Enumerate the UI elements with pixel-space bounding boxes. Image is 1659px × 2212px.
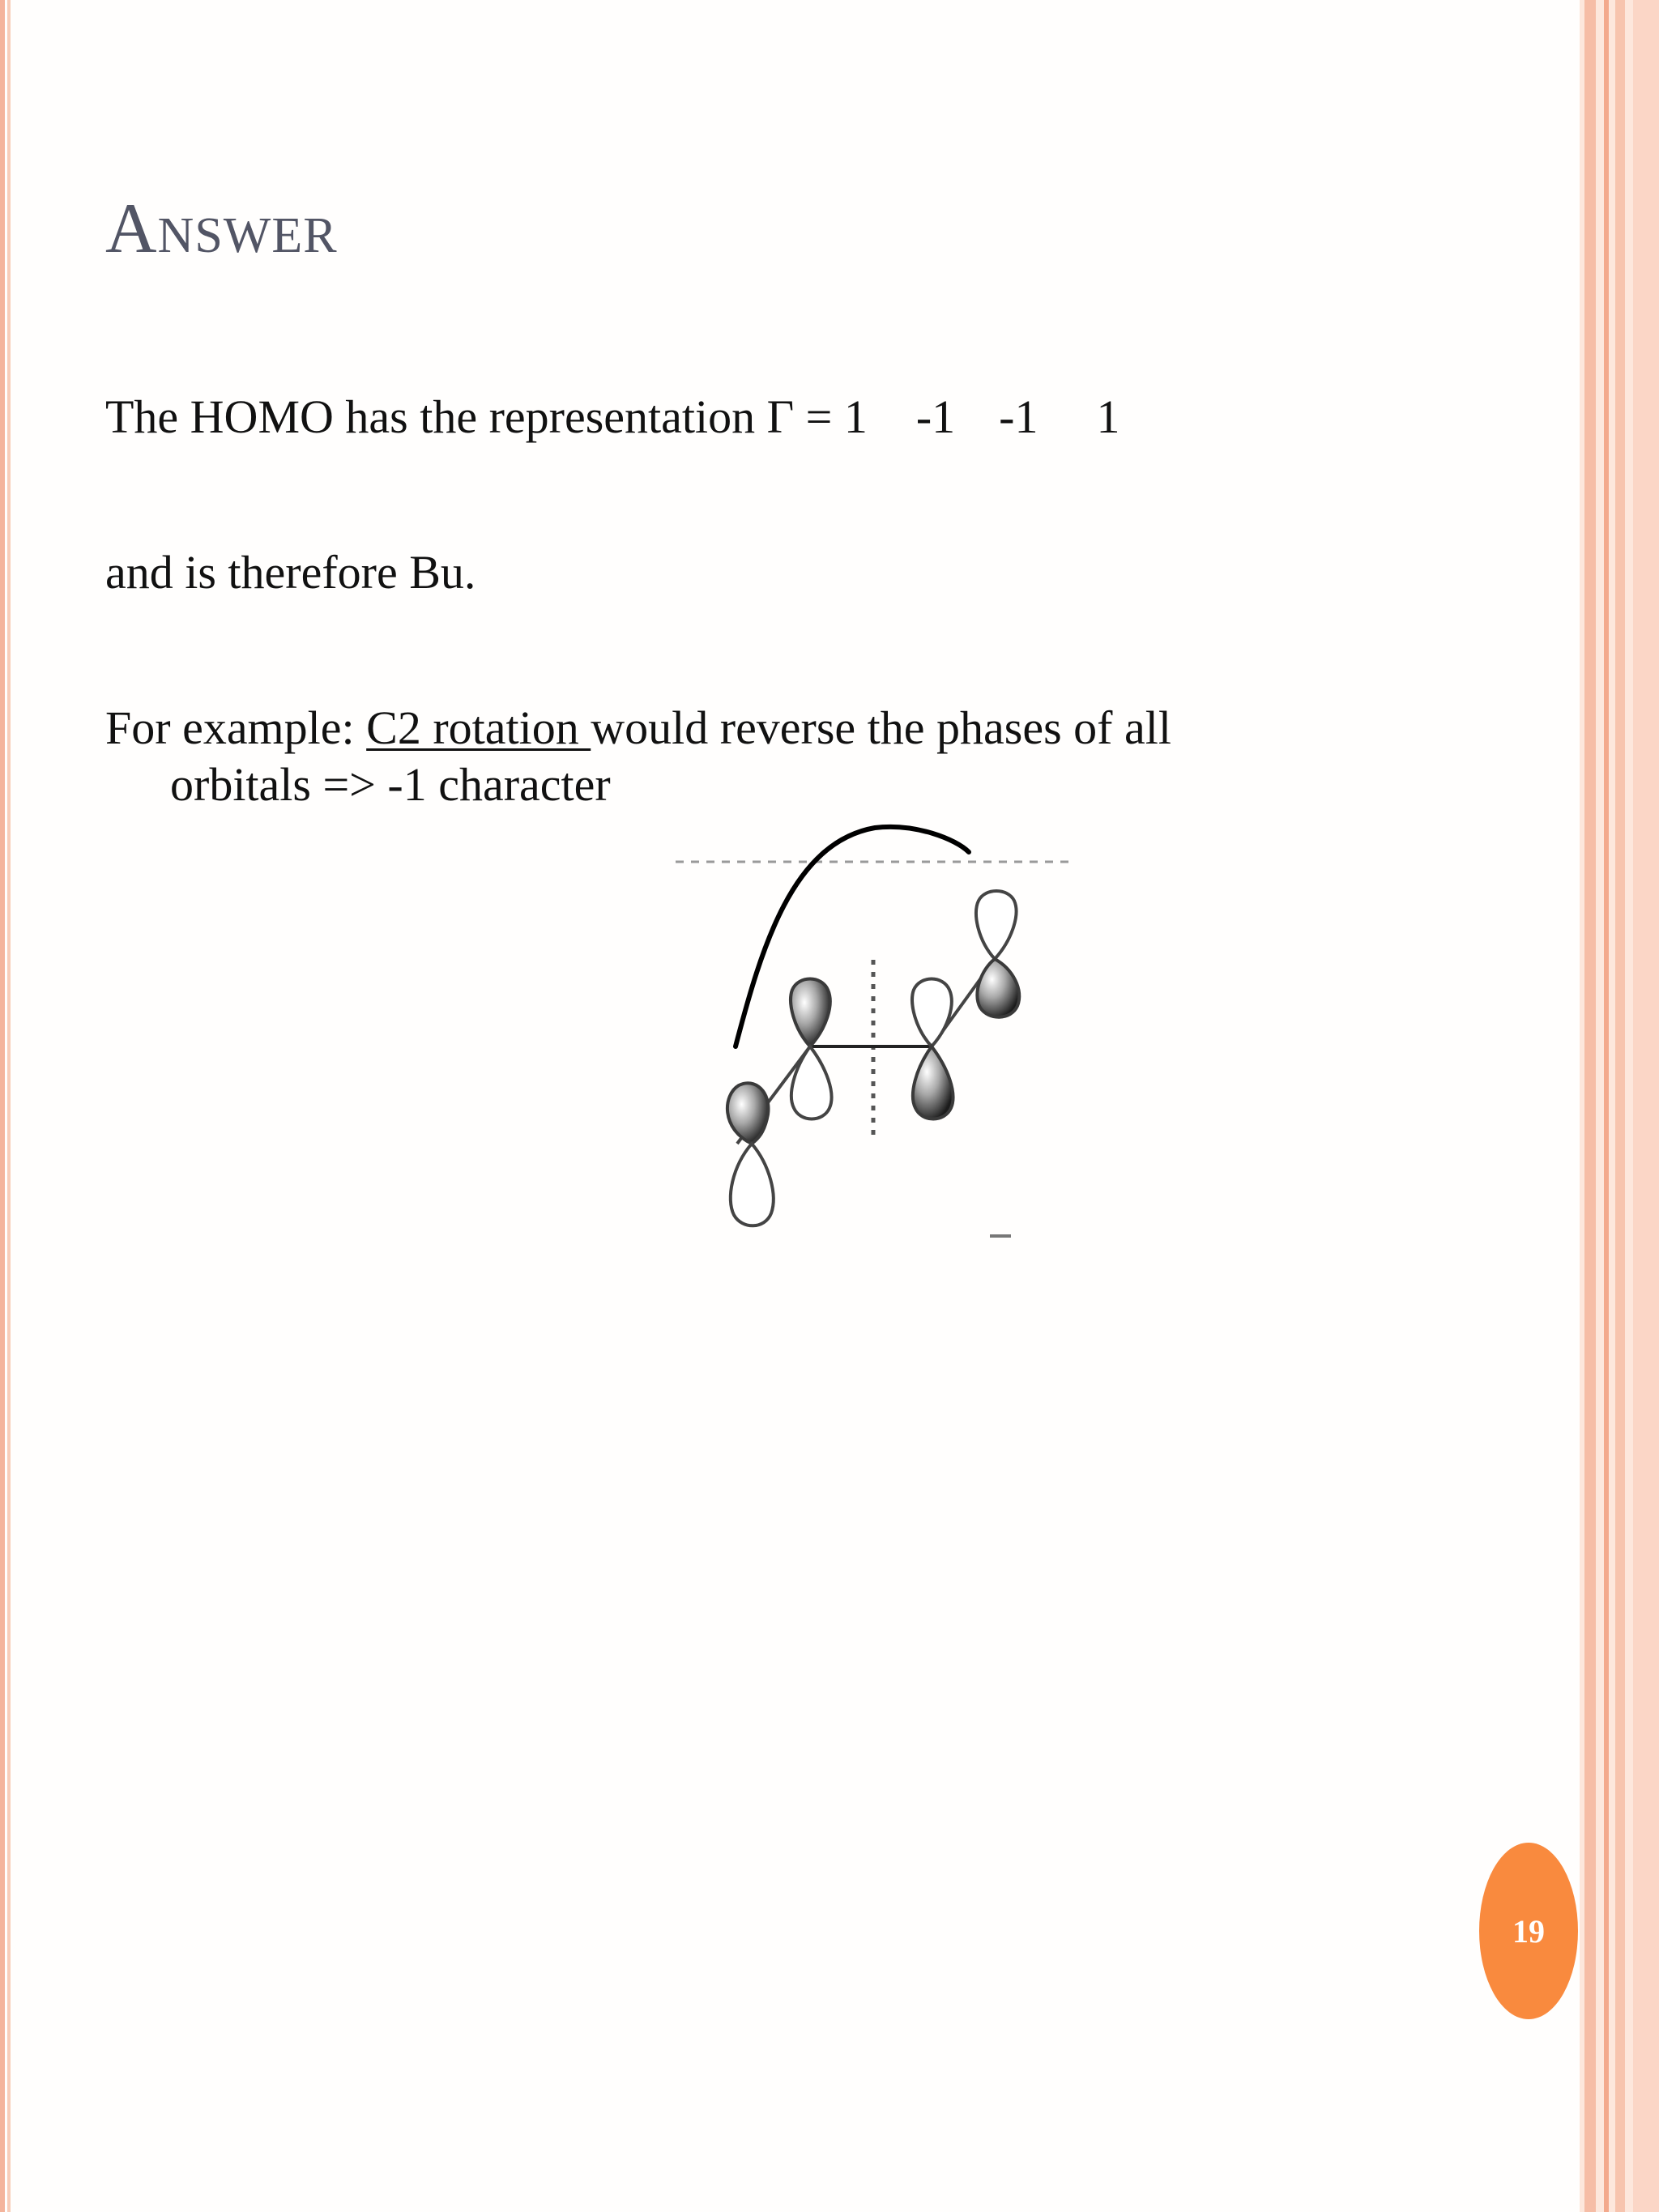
character-value: 1: [1096, 390, 1120, 443]
character-value: -1: [999, 390, 1038, 443]
example-continuation-line: orbitals => -1 character: [170, 758, 611, 811]
example-line: [105, 700, 1171, 757]
right-border-stripe: [1633, 0, 1659, 2212]
left-border-stripe-inner: [7, 0, 11, 2212]
p-orbital-icon: [976, 891, 1019, 1017]
p-orbital-icon: [727, 1083, 774, 1225]
right-border-stripe: [1615, 0, 1625, 2212]
homo-representation-text: The HOMO has the representation Γ = 1: [105, 390, 868, 443]
example-prefix: For example:: [105, 701, 367, 754]
right-border-stripe: [1604, 0, 1609, 2212]
homo-representation-line: [105, 389, 1120, 445]
butadiene-homo-diagram: [664, 810, 1085, 1247]
right-border-stripe: [1584, 0, 1596, 2212]
character-value: -1: [915, 390, 956, 443]
page-number-badge: [1479, 1843, 1578, 2019]
left-border-stripe: [0, 0, 5, 2212]
example-suffix: would reverse the phases of all: [591, 701, 1171, 754]
page-number: 19: [1512, 1912, 1545, 1950]
c2-rotation-link[interactable]: C2 rotation: [366, 701, 591, 754]
p-orbital-icon: [791, 979, 831, 1119]
slide-title: Answer: [105, 190, 338, 268]
p-orbital-icon: [912, 979, 953, 1119]
bu-conclusion-line: and is therefore Bu.: [105, 546, 476, 599]
